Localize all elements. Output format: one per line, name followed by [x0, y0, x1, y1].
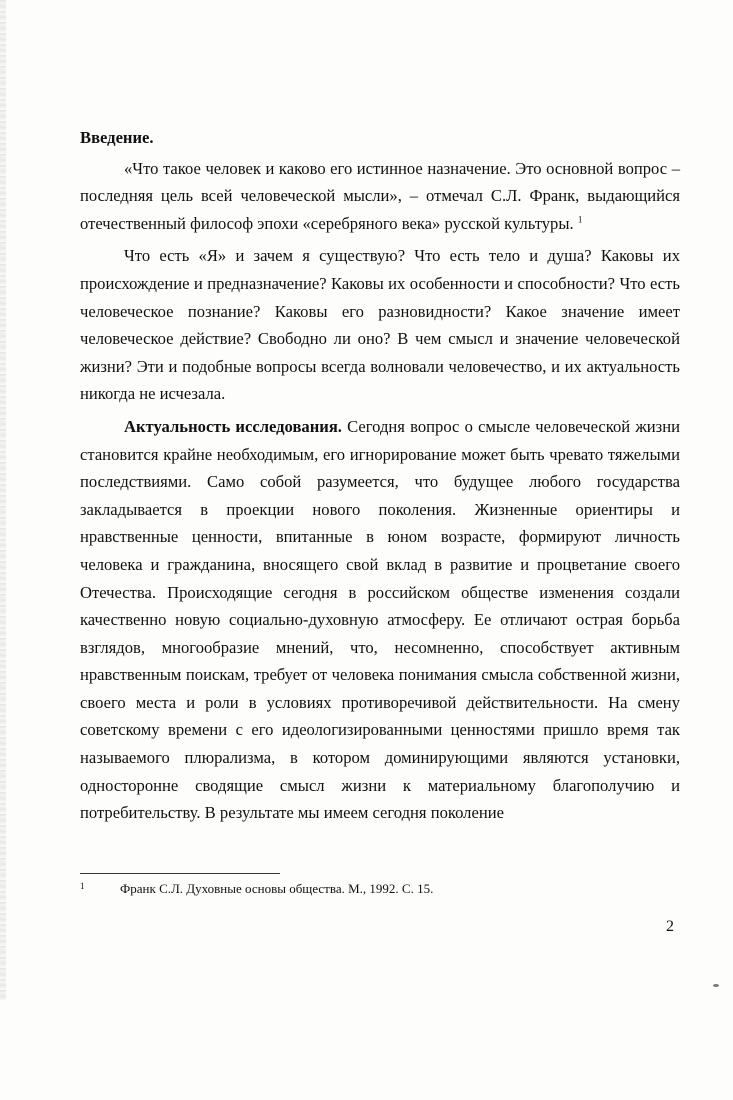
paragraph-3 [80, 413, 680, 827]
page-number: 2 [666, 918, 674, 935]
paragraph-2 [80, 242, 680, 408]
paragraph-1-text: «Что такое человек и каково его истинное назначение. Это основной вопрос – последняя цель всей человеческой мысли», – отмечал С.Л. Франк, выдающийся отечественный философ эпохи «серебряного века» русской культуры. [80, 158, 680, 233]
paragraph-3-text: Сегодня вопрос о смысле человеческой жизни становится крайне необходимым, его игнорирование может быть чревато тяжелыми последствиями. Само собой разумеется, что будущее любого государства закладывается в проекции нового поколения. Жизненные ориентиры и нравственные ценности, впитанные в юном возрасте, формируют личность человека и гражданина, вносящего свой вклад в развитие и процветание своего Отечества. Происходящие сегодня в российском обществе изменения создали качественно новую социально-духовную атмосферу. Ее отличают острая борьба взглядов, многообразие мнений, что, несомненно, способствует активным нравственным поискам, требует от человека понимания смысла собственной жизни, своего места и роли в условиях противоречивой действительности. На смену советскому времени с его идеологизированными ценностями пришло время так называемого плюрализма, в котором доминирующими являются установки, односторонне сводящие смысл жизни к материальному благополучию и потребительству. В результате мы имеем сегодня поколение [80, 416, 680, 823]
paragraph-3-lead: Актуальность исследования. [124, 416, 342, 436]
scan-speck [713, 984, 719, 987]
section-heading: Введение. [80, 128, 154, 147]
footnote-separator [80, 873, 280, 874]
paragraph-2-text: Что есть «Я» и зачем я существую? Что есть тело и душа? Каковы их происхождение и предназначение? Каковы их особенности и способности? Что есть человеческое познание? Каковы его разновидности? Какое значение имеет человеческое действие? Свободно ли оно? В чем смысл и значение человеческой жизни? Эти и подобные вопросы всегда волновали человечество, и их актуальность никогда не исчезала. [80, 246, 680, 404]
paragraph-1 [80, 155, 680, 238]
footnote-text: Франк С.Л. Духовные основы общества. М., 1992. С. 15. [120, 881, 434, 896]
footnote-reference[interactable]: 1 [577, 214, 583, 225]
scan-edge-shadow [0, 0, 6, 1000]
footnote-number: 1 [80, 881, 85, 891]
main-text [80, 124, 680, 832]
